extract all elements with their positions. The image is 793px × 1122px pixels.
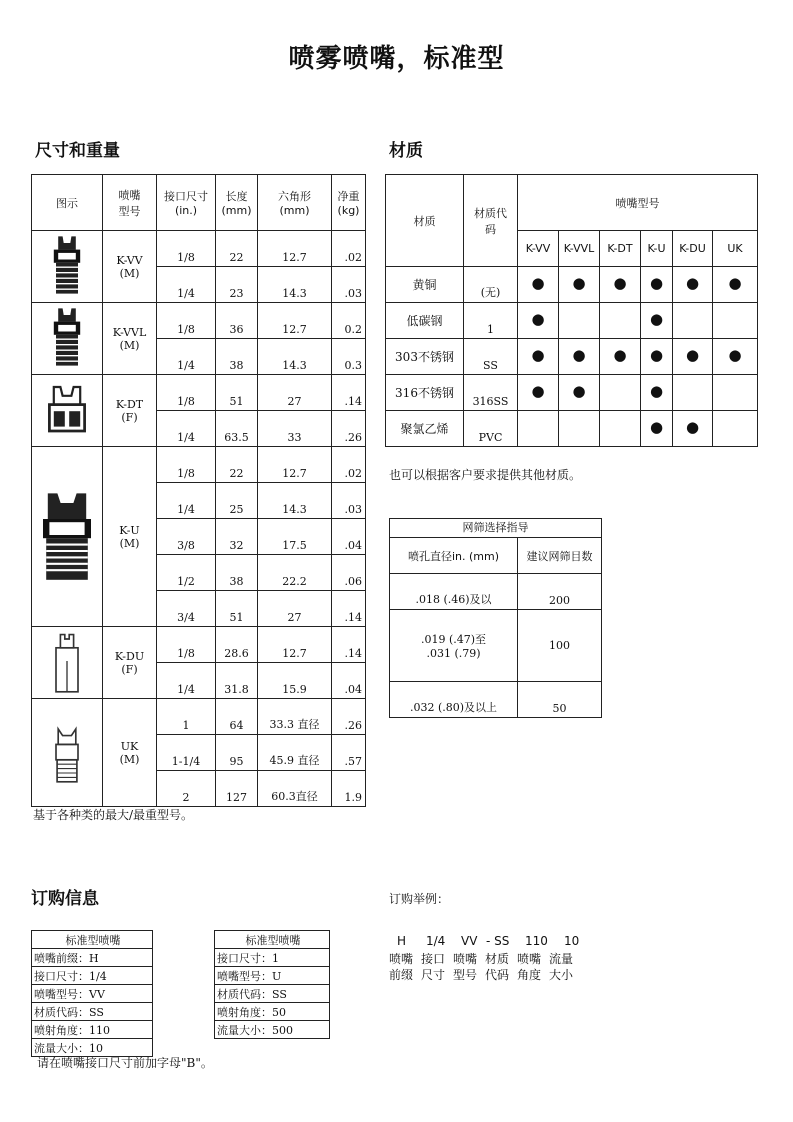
dimension-row (32, 627, 366, 663)
order-item: 喷射角度：110 (32, 1021, 153, 1039)
example-token: 型号 (453, 968, 478, 982)
availability-dot: ● (613, 274, 627, 292)
k-dt-nozzle-icon (45, 376, 89, 445)
material-name: 聚氯乙烯 (386, 411, 464, 447)
material-row (386, 375, 758, 411)
length-value: 51 (216, 591, 258, 627)
length-value: 28.6 (216, 627, 258, 663)
material-availability-cell (641, 411, 673, 447)
example-token: 代码 (485, 968, 510, 982)
material-row (386, 339, 758, 375)
nozzle-model: K-DU (F) (103, 627, 157, 699)
weight-value: .14 (332, 591, 366, 627)
availability-dot: ● (649, 310, 664, 328)
material-code: PVC (464, 411, 518, 447)
material-availability-cell (713, 303, 758, 339)
header-nozzle-models: 喷嘴型号 (518, 175, 758, 231)
connection-size: 1/4 (157, 663, 216, 699)
order-item: 流量大小：500 (215, 1021, 330, 1039)
k-u-nozzle-icon (35, 487, 99, 586)
material-availability-cell (673, 411, 713, 447)
example-token: 喷嘴 (453, 952, 478, 966)
dimension-row (32, 303, 366, 339)
order-item: 材质代码：SS (32, 1003, 153, 1021)
material-model-col: UK (713, 231, 758, 267)
material-availability-cell (559, 339, 600, 375)
order-item: 流量大小：10 (32, 1039, 153, 1057)
material-availability-cell (600, 411, 641, 447)
dimension-row (32, 699, 366, 735)
connection-size: 1/4 (157, 483, 216, 519)
weight-value: .26 (332, 411, 366, 447)
availability-dot: ● (531, 310, 545, 328)
availability-dot: ● (685, 418, 700, 436)
header-model: 喷嘴 型号 (103, 175, 157, 231)
weight-value: 0.2 (332, 303, 366, 339)
length-value: 36 (216, 303, 258, 339)
material-model-col: K-DT (600, 231, 641, 267)
material-code: (无) (464, 267, 518, 303)
header-material: 材质 (386, 175, 464, 267)
connection-size: 1/8 (157, 447, 216, 483)
material-availability-cell (713, 375, 758, 411)
length-value: 64 (216, 699, 258, 735)
header-hex: 六角形 (mm) (258, 175, 332, 231)
nozzle-model: K-U (M) (103, 447, 157, 627)
material-model-col: K-U (641, 231, 673, 267)
availability-dot: ● (649, 346, 664, 364)
order-item: 喷嘴前缀：H (32, 949, 153, 967)
material-availability-cell (559, 411, 600, 447)
weight-value: .06 (332, 555, 366, 591)
hex-value: 12.7 (258, 231, 332, 267)
material-name: 低碳钢 (386, 303, 464, 339)
header-length: 长度 (mm) (216, 175, 258, 231)
availability-dot: ● (728, 346, 742, 364)
material-availability-cell (673, 375, 713, 411)
material-row (386, 267, 758, 303)
connection-size: 1/8 (157, 303, 216, 339)
connection-size: 1 (157, 699, 216, 735)
material-availability-cell (518, 375, 559, 411)
weight-value: .14 (332, 375, 366, 411)
screen-guide-mesh: 100 (518, 610, 602, 682)
nozzle-image-cell (32, 303, 103, 375)
hex-value: 14.3 (258, 483, 332, 519)
weight-value: 0.3 (332, 339, 366, 375)
order-item: 喷嘴型号：VV (32, 985, 153, 1003)
availability-dot: ● (531, 346, 545, 364)
hex-value: 14.3 (258, 339, 332, 375)
material-availability-cell (559, 267, 600, 303)
ordering-example (389, 934, 589, 982)
hex-value: 14.3 (258, 267, 332, 303)
material-code: 1 (464, 303, 518, 339)
material-availability-cell (600, 339, 641, 375)
page-title: 喷雾喷嘴，标准型 (288, 44, 505, 74)
connection-size: 2 (157, 771, 216, 807)
length-value: 31.8 (216, 663, 258, 699)
nozzle-image-cell (32, 447, 103, 627)
hex-value: 17.5 (258, 519, 332, 555)
example-token: H (397, 934, 407, 948)
length-value: 127 (216, 771, 258, 807)
availability-dot: ● (649, 274, 664, 292)
length-value: 22 (216, 231, 258, 267)
screen-guide-range: .018 (.46)及以 (390, 574, 518, 610)
weight-value: .03 (332, 483, 366, 519)
example-token: 接口 (421, 952, 446, 966)
hex-value: 27 (258, 591, 332, 627)
example-token: 材质 (485, 952, 510, 966)
material-availability-cell (713, 267, 758, 303)
order-item: 喷射角度：50 (215, 1003, 330, 1021)
example-token: 喷嘴 (389, 952, 414, 966)
material-availability-cell (600, 303, 641, 339)
materials-note: 也可以根据客户要求提供其他材质。 (389, 468, 582, 482)
dimension-row (32, 231, 366, 267)
length-value: 32 (216, 519, 258, 555)
connection-size: 3/8 (157, 519, 216, 555)
material-model-col: K-VVL (559, 231, 600, 267)
material-availability-cell (641, 303, 673, 339)
connection-size: 1/2 (157, 555, 216, 591)
material-availability-cell (641, 267, 673, 303)
hex-value: 12.7 (258, 447, 332, 483)
material-row (386, 303, 758, 339)
connection-size: 1-1/4 (157, 735, 216, 771)
dimension-row (32, 375, 366, 411)
example-token: 10 (564, 934, 580, 948)
hex-value: 15.9 (258, 663, 332, 699)
material-availability-cell (713, 411, 758, 447)
hex-value: 33.3 直径 (258, 699, 332, 735)
order-item: 材质代码：SS (215, 985, 330, 1003)
nozzle-image-cell (32, 699, 103, 807)
nozzle-model: K-VV (M) (103, 231, 157, 303)
nozzle-model: K-DT (F) (103, 375, 157, 447)
screen-guide-mesh: 50 (518, 682, 602, 718)
dimension-row (32, 447, 366, 483)
length-value: 23 (216, 267, 258, 303)
weight-value: .02 (332, 231, 366, 267)
nozzle-model: UK (M) (103, 699, 157, 807)
nozzle-model: K-VVL (M) (103, 303, 157, 375)
material-code: 316SS (464, 375, 518, 411)
screen-guide-col-mesh: 建议网筛目数 (518, 538, 602, 574)
material-availability-cell (518, 411, 559, 447)
ordering-note: 请在喷嘴接口尺寸前加字母"B"。 (37, 1056, 213, 1070)
order-table-2 (214, 930, 330, 1039)
material-availability-cell (518, 339, 559, 375)
connection-size: 1/8 (157, 375, 216, 411)
screen-guide-table (389, 518, 602, 718)
material-availability-cell (673, 339, 713, 375)
order-item: 喷嘴型号：U (215, 967, 330, 985)
material-availability-cell (518, 267, 559, 303)
availability-dot: ● (572, 346, 586, 364)
nozzle-image-cell (32, 231, 103, 303)
hex-value: 45.9 直径 (258, 735, 332, 771)
example-token: 1/4 (426, 934, 446, 948)
order-table-title: 标准型喷嘴 (215, 931, 330, 949)
screen-guide-mesh: 200 (518, 574, 602, 610)
example-token: VV (461, 934, 478, 948)
example-token: 流量 (549, 952, 574, 966)
header-weight: 净重 (kg) (332, 175, 366, 231)
hex-value: 33 (258, 411, 332, 447)
order-item: 接口尺寸：1/4 (32, 967, 153, 985)
screen-guide-range: .032 (.80)及以上 (390, 682, 518, 718)
example-token: 前缀 (389, 968, 414, 982)
k-vvl-nozzle-icon (45, 304, 89, 373)
header-connection: 接口尺寸 (in.) (157, 175, 216, 231)
length-value: 63.5 (216, 411, 258, 447)
weight-value: .14 (332, 627, 366, 663)
material-availability-cell (559, 375, 600, 411)
dimensions-table (31, 174, 366, 807)
availability-dot: ● (531, 274, 545, 292)
length-value: 95 (216, 735, 258, 771)
availability-dot: ● (728, 274, 742, 292)
example-token: 尺寸 (421, 968, 446, 982)
connection-size: 1/4 (157, 339, 216, 375)
material-availability-cell (673, 303, 713, 339)
material-availability-cell (600, 375, 641, 411)
materials-heading: 材质 (389, 141, 423, 161)
weight-value: .03 (332, 267, 366, 303)
k-du-nozzle-icon (45, 628, 89, 697)
weight-value: .04 (332, 663, 366, 699)
nozzle-image-cell (32, 375, 103, 447)
ordering-example-label: 订购举例： (389, 892, 450, 906)
availability-dot: ● (613, 346, 627, 364)
hex-value: 12.7 (258, 303, 332, 339)
connection-size: 1/8 (157, 627, 216, 663)
order-table-title: 标准型喷嘴 (32, 931, 153, 949)
availability-dot: ● (685, 274, 700, 292)
dimensions-footnote: 基于各种类的最大/最重型号。 (33, 808, 194, 822)
material-name: 316不锈钢 (386, 375, 464, 411)
availability-dot: ● (531, 382, 545, 400)
material-row (386, 411, 758, 447)
header-image: 图示 (32, 175, 103, 231)
ordering-heading: 订购信息 (31, 889, 99, 909)
connection-size: 3/4 (157, 591, 216, 627)
length-value: 38 (216, 339, 258, 375)
header-material-code: 材质代 码 (464, 175, 518, 267)
screen-guide-col-orifice: 喷孔直径in. (mm) (390, 538, 518, 574)
material-code: SS (464, 339, 518, 375)
material-name: 303不锈钢 (386, 339, 464, 375)
material-availability-cell (641, 339, 673, 375)
example-token: 角度 (517, 968, 542, 982)
availability-dot: ● (649, 382, 664, 400)
example-token: 喷嘴 (517, 952, 542, 966)
material-availability-cell (559, 303, 600, 339)
hex-value: 60.3直径 (258, 771, 332, 807)
uk-nozzle-icon (45, 718, 89, 787)
screen-guide-range: .019 (.47)至 .031 (.79) (390, 610, 518, 682)
material-model-col: K-VV (518, 231, 559, 267)
weight-value: .02 (332, 447, 366, 483)
hex-value: 22.2 (258, 555, 332, 591)
material-availability-cell (641, 375, 673, 411)
material-availability-cell (673, 267, 713, 303)
availability-dot: ● (649, 418, 664, 436)
connection-size: 1/4 (157, 267, 216, 303)
dimensions-heading: 尺寸和重量 (35, 141, 120, 161)
connection-size: 1/4 (157, 411, 216, 447)
length-value: 22 (216, 447, 258, 483)
availability-dot: ● (572, 274, 586, 292)
material-name: 黄铜 (386, 267, 464, 303)
connection-size: 1/8 (157, 231, 216, 267)
example-token: 110 (525, 934, 548, 948)
weight-value: .57 (332, 735, 366, 771)
order-table-1 (31, 930, 153, 1057)
weight-value: .04 (332, 519, 366, 555)
availability-dot: ● (572, 382, 586, 400)
k-vv-nozzle-icon (45, 232, 89, 301)
availability-dot: ● (685, 346, 700, 364)
material-availability-cell (600, 267, 641, 303)
hex-value: 12.7 (258, 627, 332, 663)
materials-table (385, 174, 758, 447)
example-token: - SS (486, 934, 510, 948)
screen-guide-title: 网筛选择指导 (390, 519, 602, 538)
nozzle-image-cell (32, 627, 103, 699)
weight-value: 1.9 (332, 771, 366, 807)
length-value: 38 (216, 555, 258, 591)
hex-value: 27 (258, 375, 332, 411)
material-availability-cell (713, 339, 758, 375)
material-model-col: K-DU (673, 231, 713, 267)
length-value: 25 (216, 483, 258, 519)
length-value: 51 (216, 375, 258, 411)
weight-value: .26 (332, 699, 366, 735)
material-availability-cell (518, 303, 559, 339)
example-token: 大小 (549, 968, 574, 982)
order-item: 接口尺寸：1 (215, 949, 330, 967)
